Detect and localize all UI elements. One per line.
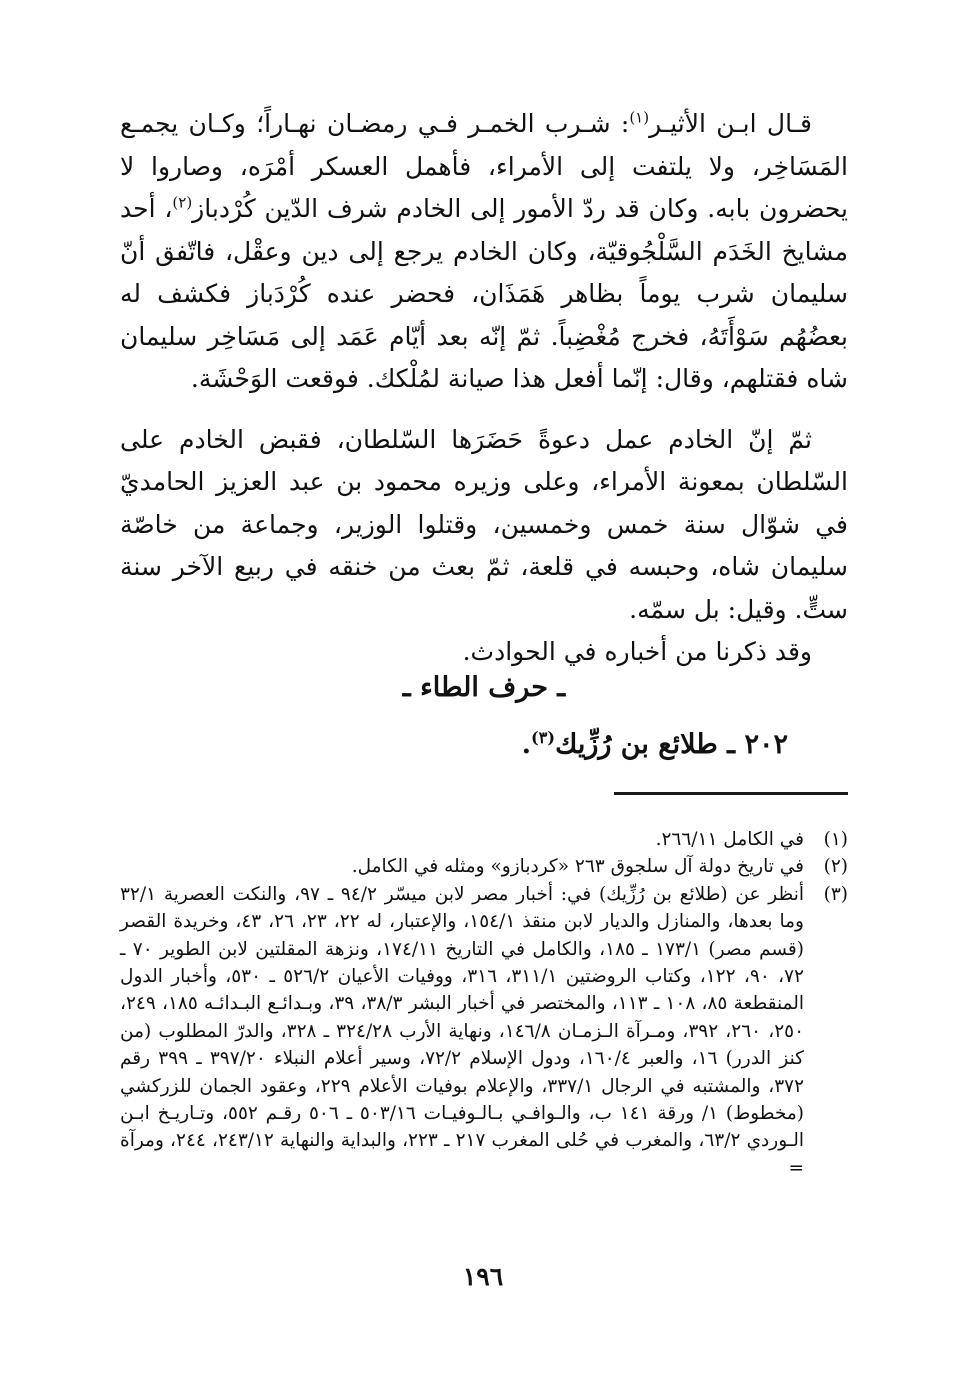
footnote-1-number: (١) [823,829,848,850]
paragraph-1 [120,103,848,401]
entry-title: ٢٠٢ ـ طلائع بن رُزِّيك [555,729,788,760]
paragraph-1-part-c: ، أحد مشايخ الخَدَم السَّلْجُوقيّة، وكان الخادم يرجع إلى دين وعقْل، فاتّفق أنّ سليمان شرب يوماً بظاهر هَمَذَان، فحضر عنده كُرْدَباز فكشف له بعضُهُم سَوْأَتَهُ، فخرج مُغْضِباً. ثمّ إنّه بعد أيّام عَمَد إلى مَسَاخِر سليمان شاه فقتلهم، وقال: إنّما أفعل هذا صيانة لمُلْكك. فوقعت الوَحْشَة. [120,194,848,393]
paragraph-1-part-a: قـال ابـن الأثيـر [649,109,812,138]
footnote-1-text: في الكامل ٢٦٦/١١. [655,829,804,850]
footnote-separator [614,792,848,795]
paragraph-1-part-b: : شـرب الخمـر فـي رمضـان نهـاراً؛ وكـان يجمـع المَسَاخِر، ولا يلتفت إلى الأمراء، فأهمل العسكر أمْرَه، وصاروا لا يحضرون بابه. وكان قد ردّ الأمور إلى الخادم شرف الدّين كُرْدباز [120,109,848,223]
footnotes [120,826,848,1182]
footnote-3 [120,881,848,1182]
footnote-ref-3: (٣) [531,728,556,747]
footnote-ref-1: (١) [629,108,650,127]
paragraph-3: وقد ذكرنا من أخباره في الحوادث. [462,637,812,666]
footnote-2-number: (٢) [823,856,848,878]
footnote-ref-2: (٢) [172,193,193,212]
footnote-2 [120,853,848,880]
paragraph-2: ثمّ إنّ الخادم عمل دعوةً حَضَرَها السّلطان، فقبض الخادم على السّلطان بمعونة الأمراء، وعلى وزيره محمود بن عبد العزيز الحامديّ في شوّال سنة خمس وخمسين، وقتلوا الوزير، وجماعة من خاصّة سليمان شاه، وحبسه في قلعة، ثمّ بعث من خنقه في ربيع الآخر سنة ستٍّ. وقيل: بل سمّه. [120,424,848,624]
footnote-1 [120,826,848,853]
footnote-2-text: في تاريخ دولة آل سلجوق ٢٦٣ «كردبازو» ومثله في الكامل. [351,856,804,878]
main-text [120,103,848,674]
footnote-3-text: أنظر عن (طلائع بن رُزِّيك) في: أخبار مصر لابن ميسّر ٩٤/٢ ـ ٩٧، والنكت العصرية ٣٢/١ وما بعدها، والمنازل والديار لابن منقذ ١٥٤/١، والإعتبار، له ٢٢، ٢٣، ٢٦، ٤٣، وخريدة القصر (قسم مصر) ١٧٣/١ ـ ١٨٥، والكامل في التاريخ ١٧٤/١١، ونزهة المقلتين لابن الطوير ٧٠ ـ ٧٢، ٩٠، ١٢٢، وكتاب الروضتين ٣١١/١، ٣١٦، ووفيات الأعيان ٥٢٦/٢ ـ ٥٣٠، وأخبار الدول المنقطعة ٨٥، ١٠٨ ـ ١١٣، والمختصر في أخبار البشر ٣٨/٣، ٣٩، وبـدائـع البـدائـه ١٨٥، ٢٤٩، ٢٥٠، ٢٦٠، ٣٩٢، ومـرآة الـزمـان ١٤٦/٨، ونهاية الأرب ٣٢٤/٢٨ ـ ٣٢٨، والدرّ المطلوب (من كنز الدرر) ١٦، والعبر ١٦٠/٤، ودول الإسلام ٧٢/٢، وسير أعلام النبلاء ٣٩٧/٢٠ ـ ٣٩٩ رقم ٣٧٢، والمشتبه في الرجال ٣٣٧/١، والإعلام بوفيات الأعلام ٢٢٩، وعقود الجمان للزركشي (مخطوط) ١/ ورقة ١٤١ ب، والـوافـي بـالـوفيـات ٥٠٣/١٦ ـ ٥٠٦ رقـم ٥٥٢، وتـاريـخ ابـن الـوردي ٦٣/٢، والمغرب في حُلى المغرب ٢١٧ ـ ٢٢٣، والبداية والنهاية ٢٤٣/١٢، ٢٤٤، ومرآة = [120,883,805,1179]
section-heading: ـ حرف الطاء ـ [402,672,566,703]
entry-heading [120,723,788,767]
page-number: ١٩٦ [462,1262,504,1291]
footnote-3-number: (٣) [823,883,848,905]
entry-end: . [521,729,532,760]
